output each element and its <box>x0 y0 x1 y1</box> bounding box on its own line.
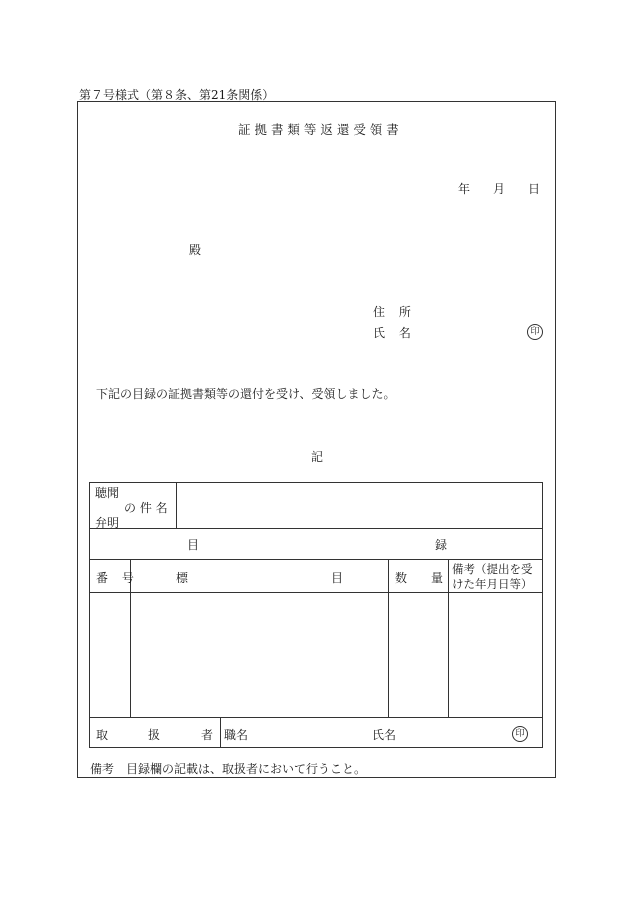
handler-label-3: 者 <box>201 728 214 742</box>
row-divider <box>90 528 542 529</box>
name-label: 氏 名 <box>373 326 416 340</box>
section-label-right: 録 <box>435 538 448 552</box>
address-label: 住 所 <box>373 305 416 319</box>
seal-mark: 印 <box>527 324 543 340</box>
position-label: 職名 <box>224 728 249 742</box>
col-header-qty-left: 数 <box>395 571 408 585</box>
case-label-middle: の 件 名 <box>124 501 168 515</box>
footnote: 備考 目録欄の記載は、取扱者において行うこと。 <box>90 762 367 776</box>
form-number: 第７号様式（第８条、第21条関係） <box>79 88 275 102</box>
row-divider <box>90 592 542 593</box>
row-divider <box>90 717 542 718</box>
handler-label-2: 扱 <box>148 728 161 742</box>
col-header-number: 番 号 <box>96 571 139 585</box>
ki-label: 記 <box>311 450 324 464</box>
row-divider <box>90 559 542 560</box>
date-year-label: 年 <box>458 182 471 196</box>
date-month-label: 月 <box>493 182 506 196</box>
col-header-title-left: 標 <box>176 571 189 585</box>
col-header-title-right: 目 <box>331 571 344 585</box>
case-label-top: 聴聞 <box>95 486 120 500</box>
col-header-remarks-2: けた年月日等） <box>452 577 533 591</box>
col-header-remarks-1: 備考（提出を受 <box>452 562 533 576</box>
handler-label-1: 取 <box>96 728 109 742</box>
col-divider <box>176 483 177 528</box>
date-day-label: 日 <box>528 182 541 196</box>
inventory-table <box>89 482 543 748</box>
col-divider <box>388 559 389 717</box>
handler-seal-mark: 印 <box>512 726 528 742</box>
col-divider <box>220 717 221 747</box>
col-divider <box>448 559 449 717</box>
addressee-suffix: 殿 <box>189 243 202 257</box>
handler-name-label: 氏名 <box>372 728 397 742</box>
col-header-qty-right: 量 <box>431 571 444 585</box>
section-label-left: 目 <box>187 538 200 552</box>
case-label-bottom: 弁明 <box>95 516 120 530</box>
body-text: 下記の目録の証拠書類等の還付を受け、受領しました。 <box>96 387 396 401</box>
form-title: 証 拠 書 類 等 返 還 受 領 書 <box>238 122 399 137</box>
